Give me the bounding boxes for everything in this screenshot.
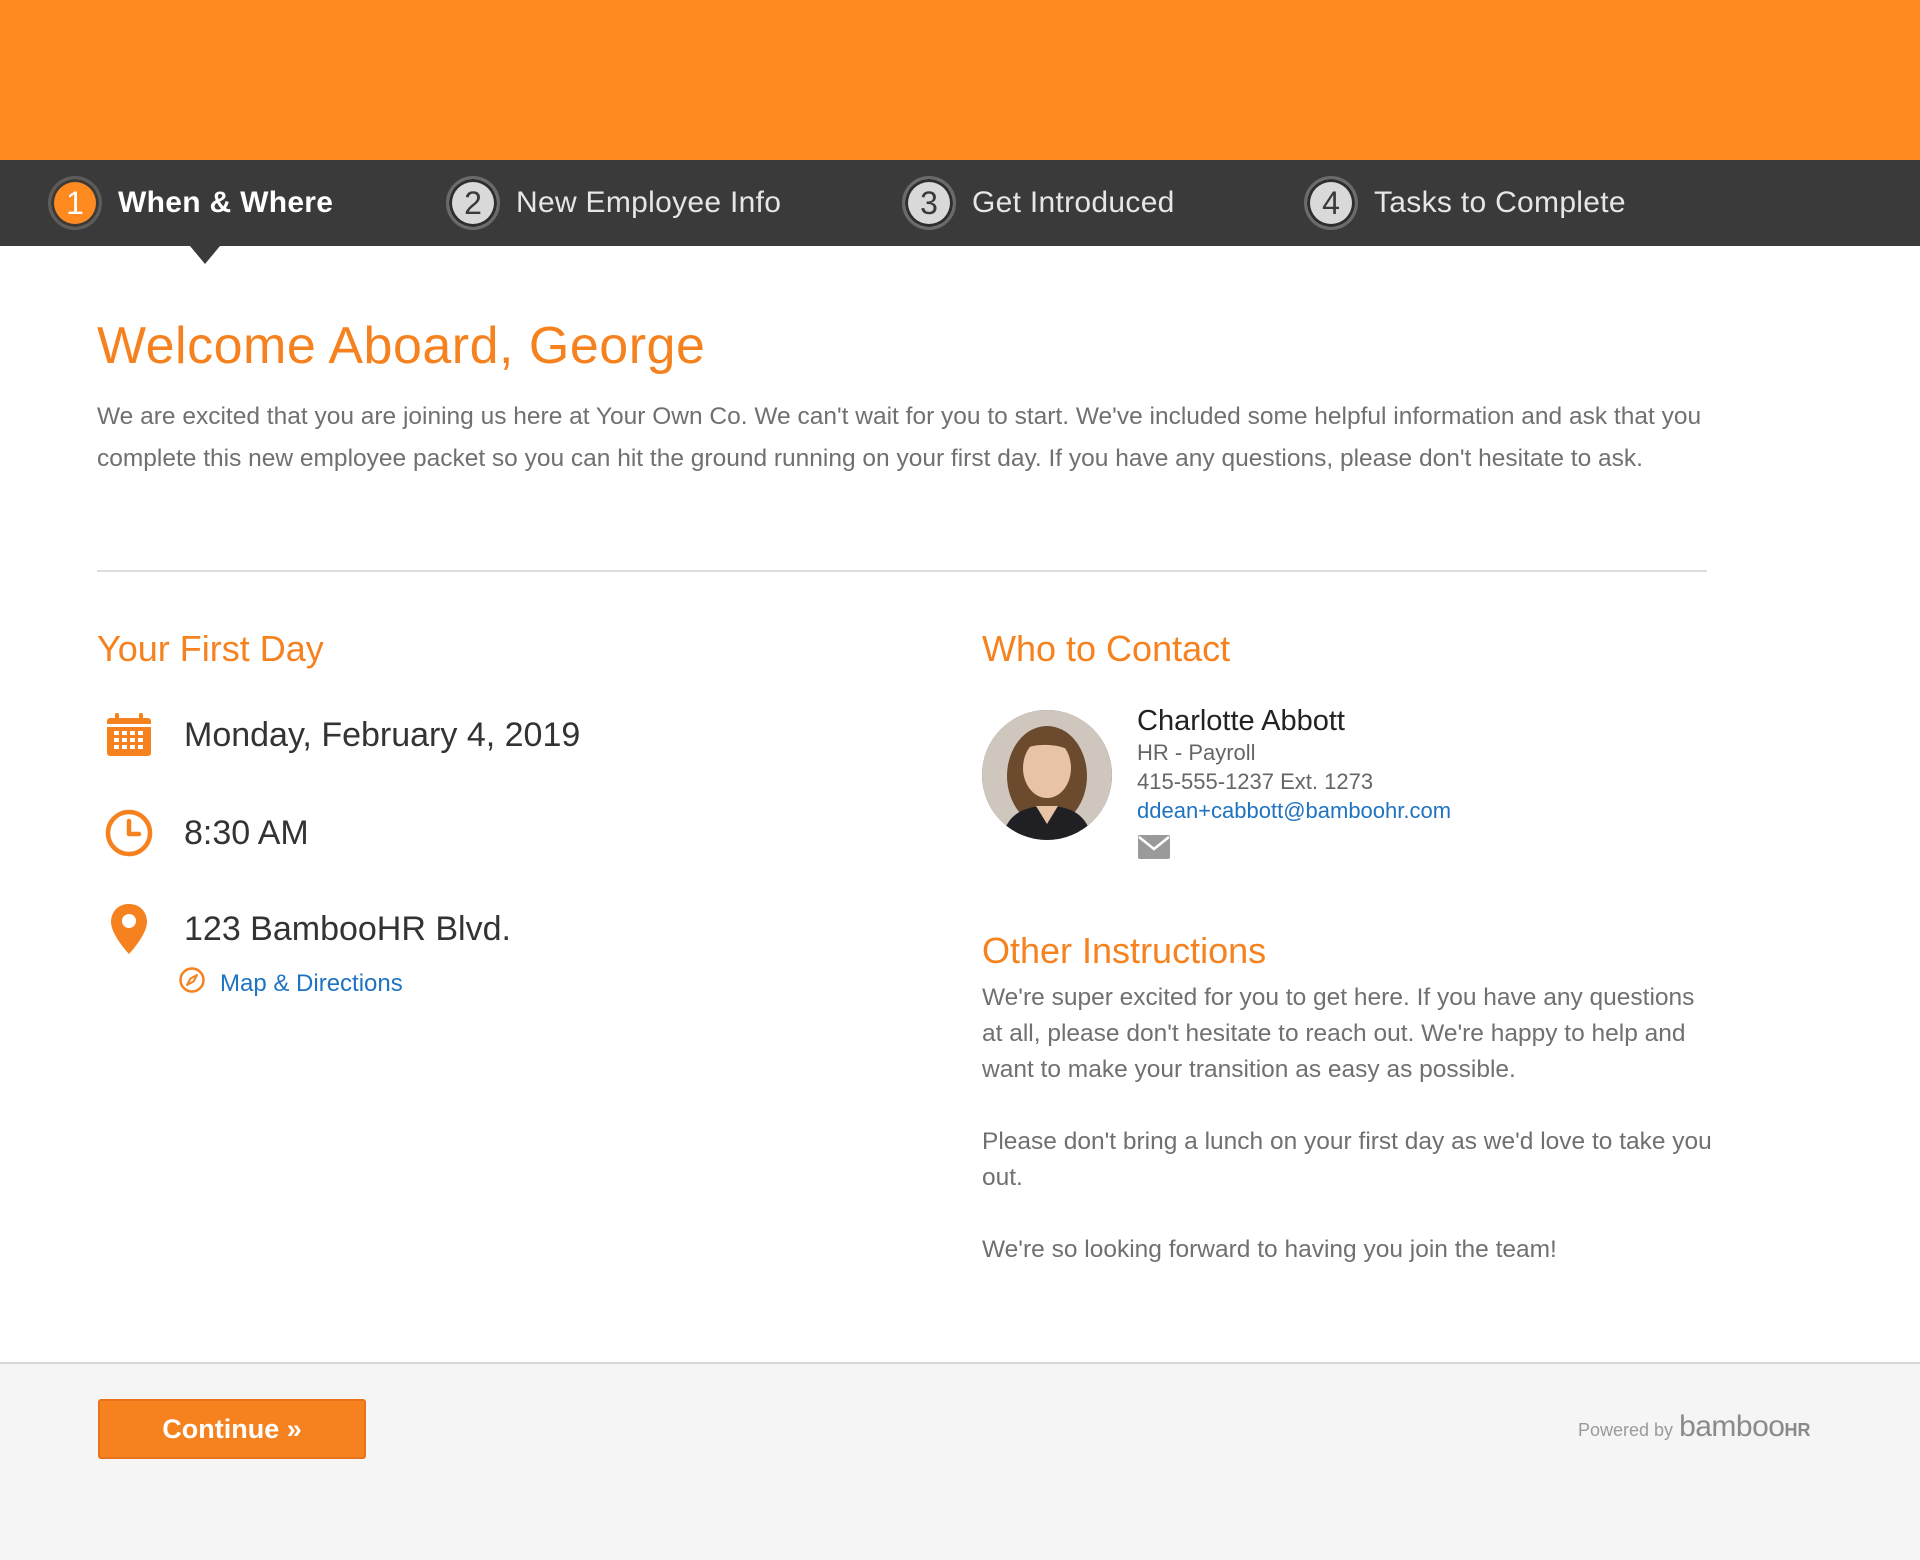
divider [97,570,1707,572]
first-day-time: 8:30 AM [184,813,309,852]
first-day-date: Monday, February 4, 2019 [184,715,581,754]
other-instructions-paragraph: We're super excited for you to get here. If you have any questions at all, please don't hesitate to reach out. We're happy to help and want to make your transition as easy as possible. [982,984,1695,1083]
contact-role: HR - Payroll [1137,740,1256,765]
first-day-time-row [104,808,309,858]
first-day-date-row [104,710,580,760]
powered-by-label: Powered by [1578,1420,1674,1440]
continue-button[interactable]: Continue » [98,1399,366,1459]
contact-phone: 415-555-1237 Ext. 1273 [1137,769,1374,794]
contact-name: Charlotte Abbott [1137,705,1345,737]
contact-heading: Who to Contact [982,628,1231,669]
step-when-where[interactable] [48,160,333,246]
top-banner [0,0,1920,160]
step-get-introduced[interactable] [902,160,1175,246]
map-directions-label[interactable]: Map & Directions [220,969,403,997]
location-pin-icon [104,904,154,954]
active-step-pointer [190,246,220,264]
other-instructions-heading: Other Instructions [982,930,1267,971]
welcome-intro: We are excited that you are joining us here at Your Own Co. We can't wait for you to start. We've included some helpful information and ask that you complete this new employee packet so you can hit the ground running on your first day. If you have any questions, please don't hesitate to ask. [97,403,1702,472]
step-tasks-to-complete[interactable] [1304,160,1626,246]
map-directions-link[interactable] [178,966,403,1001]
step-label: Tasks to Complete [1374,186,1626,219]
contact-email-link[interactable]: ddean+cabbott@bamboohr.com [1137,798,1452,823]
step-label: Get Introduced [972,186,1175,219]
clock-icon [104,808,154,858]
mail-icon[interactable] [1137,834,1171,865]
bamboohr-logo-suffix: HR [1784,1420,1811,1440]
step-number: 3 [902,176,956,230]
first-day-heading: Your First Day [97,628,324,669]
step-navigation [0,160,1920,246]
step-number: 1 [48,176,102,230]
first-day-address: 123 BambooHR Blvd. [184,909,511,948]
calendar-icon [104,710,154,760]
powered-by-bamboohr [1578,1410,1810,1444]
step-number: 2 [446,176,500,230]
compass-icon [178,966,206,1001]
step-number: 4 [1304,176,1358,230]
other-instructions-paragraph: We're so looking forward to having you join the team! [982,1236,1557,1263]
bamboohr-logo: bamboo [1679,1410,1785,1443]
other-instructions-paragraph: Please don't bring a lunch on your first day as we'd love to take you out. [982,1128,1712,1191]
footer [0,1362,1920,1560]
step-label: New Employee Info [516,186,782,219]
first-day-address-row [104,904,511,954]
page-title: Welcome Aboard, George [97,317,706,375]
avatar [982,710,1112,840]
step-label: When & Where [118,186,334,219]
step-new-employee-info[interactable] [446,160,781,246]
